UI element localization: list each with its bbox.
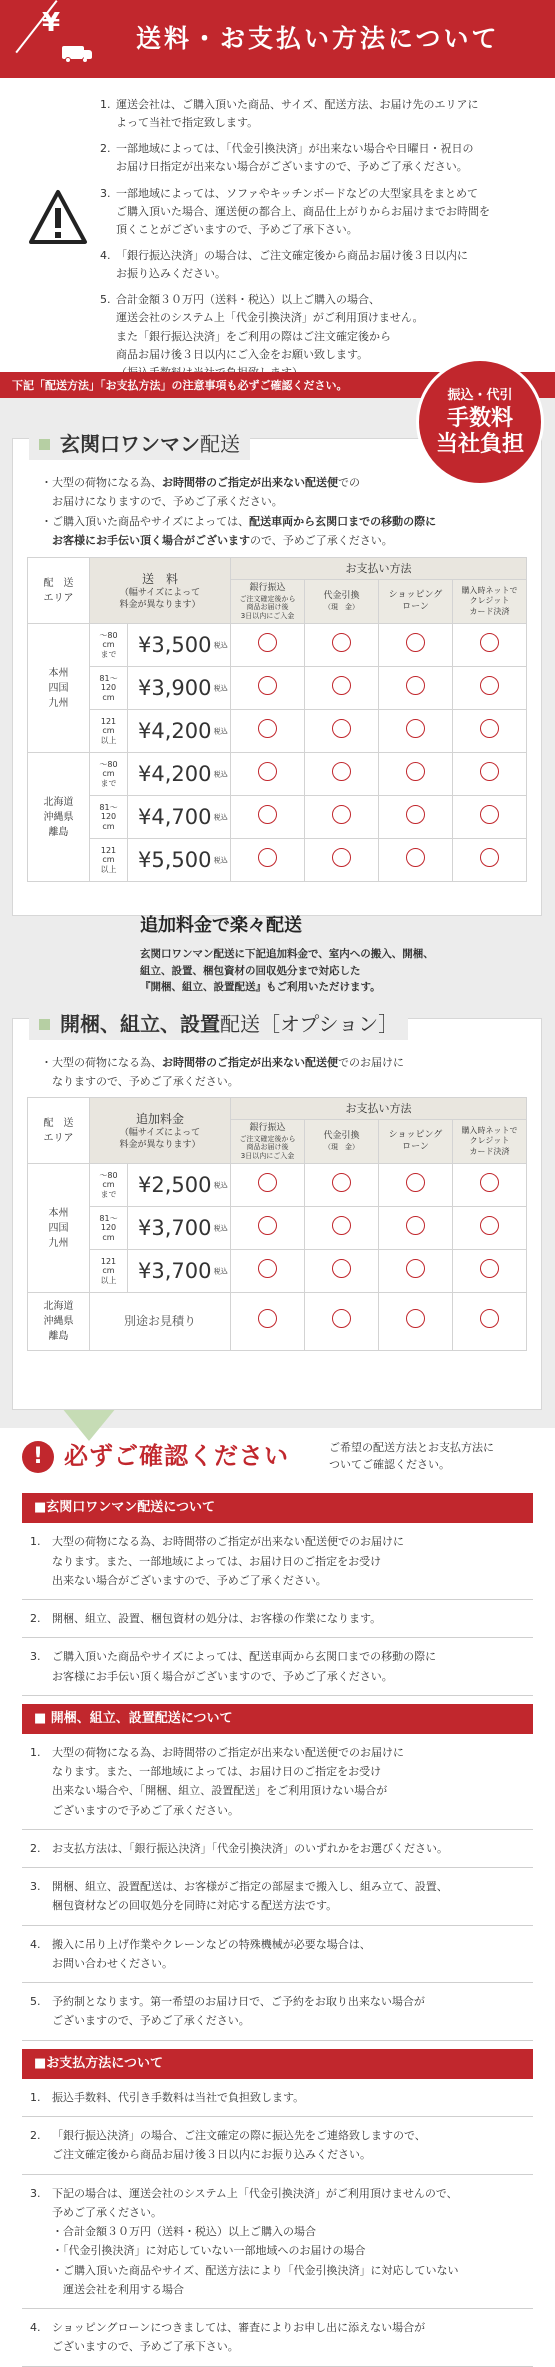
payment-method-4 xyxy=(453,580,527,624)
available-circle-icon xyxy=(258,1309,277,1328)
tax-label: 税込 xyxy=(211,1181,228,1190)
payment-available-cell xyxy=(305,796,379,839)
available-circle-icon xyxy=(332,1173,351,1192)
confirm-item xyxy=(22,1830,533,1868)
oneman-notes: ・大型の荷物になる為、お時間帯のご指定が出来ない配送便での お届けになりますので、予めご了承ください。 ・ご購入頂いた商品やサイズによっては、配送車両から玄関口までの移動の際に お客様にお手伝い頂く場合がございますので、予めご了承ください。 xyxy=(41,476,437,547)
note-number: 5. xyxy=(100,293,111,307)
tax-label: 税込 xyxy=(211,684,228,693)
table-row xyxy=(28,1293,527,1351)
tax-label: 税込 xyxy=(211,1267,228,1276)
tax-label: 税込 xyxy=(211,727,228,736)
note-text: 一部地域によっては、ソファやキッチンボードなどの大型家具をまとめて ご購入頂いた場合、運送便の都合上、商品仕上がりからお届けまでお時間を 頂くことがございますので、予めご了承下さい。 xyxy=(116,186,490,236)
payment-available-cell xyxy=(453,710,527,753)
item-text: お支払方法は、「銀行振込決済」「代金引換決済」のいずれかをお選びください。 xyxy=(52,1841,448,1855)
payment-available-cell xyxy=(379,1293,453,1351)
price-cell xyxy=(128,624,231,667)
payment-available-cell xyxy=(453,1164,527,1207)
size-cell: 121 cm 以上 xyxy=(90,839,128,882)
available-circle-icon xyxy=(258,1216,277,1235)
note-number: 2. xyxy=(100,142,111,156)
payment-available-cell xyxy=(379,667,453,710)
payment-available-cell xyxy=(379,839,453,882)
available-circle-icon xyxy=(406,848,425,867)
available-circle-icon xyxy=(406,719,425,738)
available-circle-icon xyxy=(258,676,277,695)
table-row xyxy=(28,839,527,882)
confirm-item xyxy=(22,1600,533,1638)
confirm-item xyxy=(22,1734,533,1830)
item-number: 3. xyxy=(30,1650,41,1664)
fee-sublabel: （幅サイズによって 料金が異なります） xyxy=(119,1128,201,1150)
payment-available-cell xyxy=(379,1164,453,1207)
confirm-item xyxy=(22,2309,533,2367)
fee-header xyxy=(90,558,231,624)
available-circle-icon xyxy=(332,1309,351,1328)
tax-label: 税込 xyxy=(211,641,228,650)
payment-available-cell xyxy=(453,796,527,839)
confirm-item xyxy=(22,1638,533,1696)
item-number: 1. xyxy=(30,1535,41,1549)
payment-available-cell xyxy=(379,796,453,839)
note-text: 合計金額３０万円（送料・税込）以上ご購入の場合、 運送会社のシステム上「代金引換決済」がご利用頂けません。 また「銀行振込決済」をご利用の際はご注文確定後から 商品お届け後３日以内にご入金をお願い致します。 xyxy=(116,293,424,361)
payment-available-cell xyxy=(231,753,305,796)
payment-available-cell xyxy=(453,1250,527,1293)
item-text: 下記の場合は、運送会社のシステム上「代金引換決済」がご利用頂けませんので、 予めご了承ください。 ・合計金額３０万円（送料・税込）以上ご購入の場合 ・「代金引換決済」に対応していない一部地域へのお届けの場合 ・ご購入頂いた商品やサイズ、配送方法により「代金引換決済」に対応していない 運送会社を利用する場合 xyxy=(52,2186,459,2296)
available-circle-icon xyxy=(406,1173,425,1192)
note-item xyxy=(100,247,531,283)
confirm-title: 必ずご確認ください xyxy=(64,1442,289,1470)
note-number: 1. xyxy=(100,98,111,111)
payment-method-sublabel: （現 金） xyxy=(324,1143,359,1152)
fee-header xyxy=(90,1098,231,1164)
option-intro-body: 玄関口ワンマン配送に下記追加料金で、室内への搬入、開梱、 組立、設置、梱包資材の回収処分まで対応した 『開梱、組立、設置配送』もご利用いただけます。 xyxy=(140,947,434,994)
payment-available-cell xyxy=(231,1207,305,1250)
size-cell: 121 cm 以上 xyxy=(90,710,128,753)
payment-available-cell xyxy=(231,710,305,753)
price-value: ¥3,700 xyxy=(138,1215,212,1240)
payment-available-cell xyxy=(305,624,379,667)
payment-method-label: 銀行振込 xyxy=(249,583,286,594)
size-cell: 121 cm 以上 xyxy=(90,1250,128,1293)
tax-label: 税込 xyxy=(211,856,228,865)
payment-method-label: 銀行振込 xyxy=(249,1123,286,1134)
payment-available-cell xyxy=(453,667,527,710)
table-row xyxy=(28,1207,527,1250)
price-value: ¥3,900 xyxy=(138,675,212,700)
price-value: ¥5,500 xyxy=(138,847,212,872)
item-number: 4. xyxy=(30,1937,41,1951)
page-header xyxy=(0,0,555,78)
table-row xyxy=(28,1250,527,1293)
payment-method-label: 購入時ネットで クレジット カード決済 xyxy=(461,1125,518,1156)
available-circle-icon xyxy=(480,762,499,781)
price-cell xyxy=(128,667,231,710)
exclamation-icon: ! xyxy=(22,1441,54,1473)
note-item xyxy=(100,185,531,239)
payment-method-1 xyxy=(231,580,305,624)
price-value: ¥2,500 xyxy=(138,1172,212,1197)
available-circle-icon xyxy=(406,1309,425,1328)
delivery-area xyxy=(0,398,555,1428)
table-head-row xyxy=(28,558,527,580)
option-intro xyxy=(140,912,540,996)
fee-sublabel: （幅サイズによって 料金が異なります） xyxy=(119,588,201,610)
price-cell xyxy=(128,1250,231,1293)
payment-method-label: 購入時ネットで クレジット カード決済 xyxy=(461,585,518,616)
payment-available-cell xyxy=(453,753,527,796)
item-text: 「銀行振込決済」の場合、ご注文確定の際に振込先をご連絡致しますので、 ご注文確定後から商品お届け後３日以内にお振り込みください。 xyxy=(52,2129,426,2162)
available-circle-icon xyxy=(332,719,351,738)
note-text: 運送会社は、ご購入頂いた商品、サイズ、配送方法、お届け先のエリアに よって当社で指定致します。 xyxy=(116,98,479,130)
payment-method-label: 代金引換 xyxy=(323,591,360,602)
confirm-item xyxy=(22,2175,533,2310)
payment-method-sublabel: ご注文確定後から 商品お届け後 3日以内にご入金 xyxy=(239,1134,296,1160)
available-circle-icon xyxy=(332,1216,351,1235)
confirm-section xyxy=(0,1428,555,2367)
size-cell: 〜80 cm まで xyxy=(90,753,128,796)
page-title: 送料・お支払い方法について xyxy=(136,23,500,53)
payment-method-3 xyxy=(379,1120,453,1164)
payment-method-label: ショッピング ローン xyxy=(388,1129,443,1152)
badge-line1: 振込・代引 xyxy=(447,387,513,403)
payment-method-2 xyxy=(305,1120,379,1164)
available-circle-icon xyxy=(258,719,277,738)
available-circle-icon xyxy=(332,805,351,824)
payment-available-cell xyxy=(231,1164,305,1207)
section-heading: ■玄関口ワンマン配送について xyxy=(22,1493,533,1523)
payment-available-cell xyxy=(379,710,453,753)
size-cell: 81〜 120 cm xyxy=(90,667,128,710)
available-circle-icon xyxy=(406,633,425,652)
payment-available-cell xyxy=(231,1250,305,1293)
price-cell xyxy=(128,1164,231,1207)
confirm-item xyxy=(22,1983,533,2041)
note-item xyxy=(100,96,531,132)
available-circle-icon xyxy=(258,633,277,652)
oneman-title: 玄関口ワンマン 配送 xyxy=(29,429,250,460)
oneman-card xyxy=(12,432,542,916)
available-circle-icon xyxy=(480,1216,499,1235)
item-text: 開梱、組立、設置、梱包資材の処分は、お客様の作業になります。 xyxy=(52,1612,382,1626)
table-row xyxy=(28,710,527,753)
remote-note-cell: 別途お見積り xyxy=(90,1293,231,1351)
badge-line2: 手数料 xyxy=(446,405,513,431)
section-heading: ■お支払方法について xyxy=(22,2049,533,2079)
fee-label: 追加料金 xyxy=(135,1111,184,1126)
fee-free-badge xyxy=(416,358,544,486)
available-circle-icon xyxy=(480,633,499,652)
available-circle-icon xyxy=(480,805,499,824)
option-card xyxy=(12,1012,542,1410)
badge-line3: 当社負担 xyxy=(435,432,524,458)
available-circle-icon xyxy=(480,719,499,738)
available-circle-icon xyxy=(406,1216,425,1235)
available-circle-icon xyxy=(332,762,351,781)
payment-available-cell xyxy=(453,624,527,667)
table-head-row xyxy=(28,1098,527,1120)
payment-available-cell xyxy=(305,839,379,882)
item-text: 予約制となります。第一希望のお届け日で、ご予約をお取り出来ない場合が ございますので、予めご了承ください。 xyxy=(52,1995,425,2028)
item-text: 大型の荷物になる為、お時間帯のご指定が出来ない配送便でのお届けに なります。また、一部地域によっては、お届け日のご指定をお受け 出来ない場合や、「開梱、組立、設置配送」をご利用頂けない場合が ございますので予めご了承ください。 xyxy=(52,1745,404,1817)
item-number: 5. xyxy=(30,1995,41,2009)
item-text: 振込手数料、代引き手数料は当社で負担致します。 xyxy=(52,2090,305,2104)
notes-block xyxy=(0,78,555,388)
price-cell xyxy=(128,839,231,882)
payment-method-2 xyxy=(305,580,379,624)
payment-method-label: 代金引換 xyxy=(323,1131,360,1142)
available-circle-icon xyxy=(480,848,499,867)
tax-label: 税込 xyxy=(211,770,228,779)
price-value: ¥3,700 xyxy=(138,1258,212,1283)
price-value: ¥4,200 xyxy=(138,761,212,786)
item-number: 3. xyxy=(30,2186,41,2200)
item-number: 4. xyxy=(30,2321,41,2335)
option-intro-title: 追加料金で楽々配送 xyxy=(140,915,302,936)
available-circle-icon xyxy=(258,1173,277,1192)
note-text: 一部地域によっては、「代金引換決済」が出来ない場合や日曜日・祝日の お届け日指定が出来ない場合がございますので、予めご了承ください。 xyxy=(116,142,474,174)
note-number: 4. xyxy=(100,248,111,262)
payment-available-cell xyxy=(305,753,379,796)
table-row xyxy=(28,753,527,796)
item-text: ショッピングローンにつきましては、審査によりお申し出に添えない場合が ございますので、予めご了承下さい。 xyxy=(52,2321,426,2354)
item-text: 搬入に吊り上げ作業やクレーンなどの特殊機械が必要な場合は、 お問い合わせください。 xyxy=(52,1937,371,1970)
available-circle-icon xyxy=(332,676,351,695)
area-cell: 北海道 沖縄県 離島 xyxy=(28,753,90,882)
payment-available-cell xyxy=(379,624,453,667)
confirm-item xyxy=(22,1523,533,1600)
table-row xyxy=(28,624,527,667)
confirm-header xyxy=(0,1428,555,1485)
available-circle-icon xyxy=(406,805,425,824)
payment-available-cell xyxy=(453,1207,527,1250)
tax-label: 税込 xyxy=(211,813,228,822)
payment-available-cell xyxy=(453,839,527,882)
payment-available-cell xyxy=(305,1164,379,1207)
price-cell xyxy=(128,796,231,839)
payment-method-3 xyxy=(379,580,453,624)
table-row xyxy=(28,667,527,710)
payment-available-cell xyxy=(305,1293,379,1351)
price-cell xyxy=(128,753,231,796)
payment-available-cell xyxy=(231,796,305,839)
notice-bar: 下記「配送方法」「お支払方法」の注意事項も必ずご確認ください。 xyxy=(0,372,555,398)
payment-method-4 xyxy=(453,1120,527,1164)
item-number: 1. xyxy=(30,1745,41,1759)
notes-list xyxy=(100,96,531,382)
payment-available-cell xyxy=(305,667,379,710)
available-circle-icon xyxy=(480,676,499,695)
payment-available-cell xyxy=(231,839,305,882)
price-value: ¥4,700 xyxy=(138,804,212,829)
payment-available-cell xyxy=(305,1207,379,1250)
available-circle-icon xyxy=(258,848,277,867)
price-value: ¥3,500 xyxy=(138,632,212,657)
confirm-item xyxy=(22,2117,533,2175)
tax-label: 税込 xyxy=(211,1224,228,1233)
item-number: 1. xyxy=(30,2090,41,2104)
fee-label: 送 料 xyxy=(141,571,178,586)
available-circle-icon xyxy=(480,1173,499,1192)
option-table xyxy=(27,1097,527,1351)
price-cell xyxy=(128,1207,231,1250)
available-circle-icon xyxy=(406,762,425,781)
confirm-body xyxy=(0,1493,555,2366)
item-number: 2. xyxy=(30,2129,41,2143)
available-circle-icon xyxy=(258,1259,277,1278)
available-circle-icon xyxy=(480,1309,499,1328)
size-cell: 〜80 cm まで xyxy=(90,1164,128,1207)
payment-available-cell xyxy=(231,624,305,667)
option-notes: ・大型の荷物になる為、お時間帯のご指定が出来ない配送便でのお届けに なりますので、予めご了承ください。 xyxy=(41,1056,404,1089)
area-header: 配 送 エリア xyxy=(28,1098,90,1164)
area-header: 配 送 エリア xyxy=(28,558,90,624)
area-cell: 北海道 沖縄県 離島 xyxy=(28,1293,90,1351)
available-circle-icon xyxy=(480,1259,499,1278)
note-item xyxy=(100,140,531,176)
payment-method-sublabel: （現 金） xyxy=(324,603,359,612)
payment-available-cell xyxy=(231,667,305,710)
available-circle-icon xyxy=(406,676,425,695)
payment-header: お支払い方法 xyxy=(231,558,527,580)
item-number: 2. xyxy=(30,1841,41,1855)
price-cell xyxy=(128,710,231,753)
available-circle-icon xyxy=(258,805,277,824)
option-title: 開梱、組立、設置 配送［オプション］ xyxy=(29,1009,408,1040)
size-cell: 81〜 120 cm xyxy=(90,1207,128,1250)
payment-available-cell xyxy=(379,1250,453,1293)
payment-available-cell xyxy=(305,1250,379,1293)
table-row xyxy=(28,796,527,839)
available-circle-icon xyxy=(332,1259,351,1278)
item-text: ご購入頂いた商品やサイズによっては、配送車両から玄関口までの移動の際に お客様にお手伝い頂く場合がございますので、予めご了承ください。 xyxy=(52,1650,437,1683)
confirm-item xyxy=(22,1868,533,1926)
size-cell: 81〜 120 cm xyxy=(90,796,128,839)
note-number: 3. xyxy=(100,186,111,200)
available-circle-icon xyxy=(332,848,351,867)
table-row xyxy=(28,1164,527,1207)
payment-method-label: ショッピング ローン xyxy=(388,589,443,612)
payment-method-1 xyxy=(231,1120,305,1164)
available-circle-icon xyxy=(332,633,351,652)
area-cell: 本州 四国 九州 xyxy=(28,1164,90,1293)
item-text: 開梱、組立、設置配送は、お客様がご指定の部屋まで搬入し、組み立て、設置、 梱包資材などの回収処分を同時に対応する配送方法です。 xyxy=(52,1880,448,1913)
payment-available-cell xyxy=(305,710,379,753)
available-circle-icon xyxy=(258,762,277,781)
section-heading: ■ 開梱、組立、設置配送について xyxy=(22,1704,533,1734)
available-circle-icon xyxy=(406,1259,425,1278)
payment-available-cell xyxy=(453,1293,527,1351)
payment-method-sublabel: ご注文確定後から 商品お届け後 3日以内にご入金 xyxy=(239,594,296,620)
yen-truck-icon: ¥ xyxy=(0,0,118,78)
price-value: ¥4,200 xyxy=(138,718,212,743)
payment-header: お支払い方法 xyxy=(231,1098,527,1120)
item-number: 3. xyxy=(30,1880,41,1894)
payment-available-cell xyxy=(231,1293,305,1351)
warning-icon xyxy=(28,188,88,248)
area-cell: 本州 四国 九州 xyxy=(28,624,90,753)
payment-available-cell xyxy=(379,753,453,796)
confirm-item xyxy=(22,1926,533,1984)
note-text: 「銀行振込決済」の場合は、ご注文確定後から商品お届け後３日以内に お振り込みください。 xyxy=(116,248,468,281)
payment-available-cell xyxy=(379,1207,453,1250)
confirm-item xyxy=(22,2079,533,2117)
oneman-table xyxy=(27,557,527,882)
item-text: 大型の荷物になる為、お時間帯のご指定が出来ない配送便でのお届けに なります。また、一部地域によっては、お届け日のご指定をお受け 出来ない場合がございますので、予めご了承ください。 xyxy=(52,1535,404,1587)
item-number: 2. xyxy=(30,1612,41,1626)
confirm-subtitle: ご希望の配送方法とお支払方法に ついてご確認ください。 xyxy=(329,1441,494,1471)
size-cell: 〜80 cm まで xyxy=(90,624,128,667)
